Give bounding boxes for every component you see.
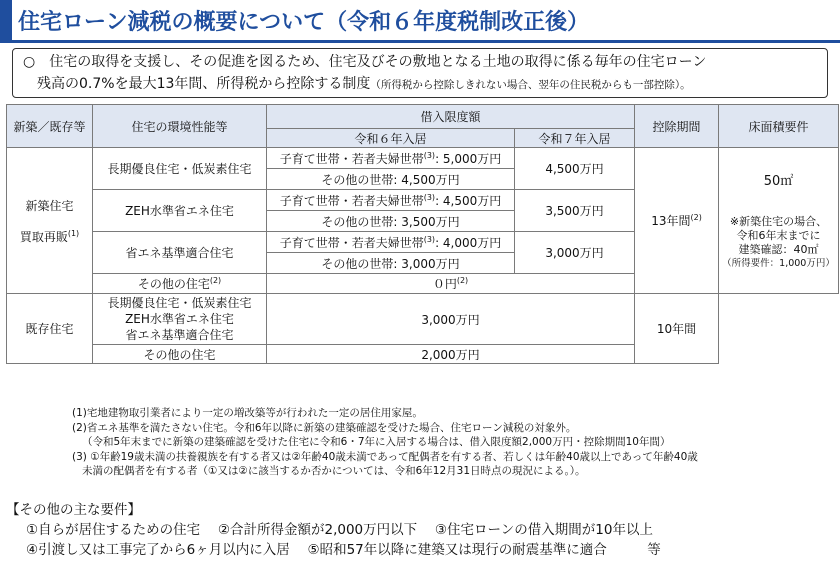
existing-other-limit: 2,000万円	[267, 345, 635, 364]
other-requirements	[6, 500, 661, 560]
loan-limit-table	[6, 104, 839, 364]
table-row	[7, 294, 839, 345]
existing-other: その他の住宅	[93, 345, 267, 364]
period-existing: 10年間	[635, 294, 719, 364]
period-new: 13年間$^{(2)}$	[635, 148, 719, 294]
footnote-2b: （令和5年末までに新築の建築確認を受けた住宅に令和6・7年に入居する場合は、借入限度額2,000万円・控除期間10年間）	[82, 436, 671, 448]
floor-note: ※新築住宅の場合、 令和6年末までに 建築確認：40㎡ （所得要件：1,000万円）	[722, 215, 835, 269]
other-requirements-line-1: ①自らが居住するための住宅 ②合計所得金額が2,000万円以下 ③住宅ローンの借入期間が10年以上	[26, 522, 653, 538]
intro-line-2	[23, 73, 819, 96]
footnote-2: (2)省エネ基準を満たさない住宅。令和6年以降に新築の建築確認を受けた場合、住宅ローン減税の対象外。	[72, 421, 577, 434]
r7-val-1: 4,500万円	[515, 148, 635, 190]
page-title: 住宅ローン減税の概要について（令和６年度税制改正後）	[18, 10, 590, 35]
header-r6: 令和６年入居	[267, 129, 515, 148]
perf-long-term: 長期優良住宅・低炭素住宅	[93, 148, 267, 190]
title-accent	[0, 0, 12, 40]
intro-line-2-note: （所得税から控除しきれない場合、翌年の住民税からも一部控除）。	[370, 79, 691, 91]
floor-main: 50㎡	[763, 174, 794, 189]
header-r7: 令和７年入居	[515, 129, 635, 148]
title-underline	[0, 40, 840, 43]
r6-child-1: 子育て世帯・若者夫婦世帯$^{(3)}$: 5,000万円	[267, 148, 515, 169]
footnote-1: (1)宅地建物取引業者により一定の増改築等が行われた一定の居住用家屋。	[72, 407, 423, 419]
header-row-1	[7, 105, 839, 129]
footnote-3b: 未満の配偶者を有する者（①又は②に該当するか否かについては、令和6年12月31日時点の現況による。）。	[82, 465, 586, 477]
existing-limit: 3,000万円	[267, 294, 635, 345]
intro-box	[12, 48, 828, 98]
perf-zeh: ZEH水準省エネ住宅	[93, 190, 267, 232]
r7-val-2: 3,500万円	[515, 190, 635, 232]
intro-line-1: ○ 住宅の取得を支援し、その促進を図るため、住宅及びその敷地となる土地の取得に係る毎年の住宅ローン	[23, 54, 707, 70]
r6-child-3: 子育て世帯・若者夫婦世帯$^{(3)}$: 4,000万円	[267, 232, 515, 253]
other-requirements-title: 【その他の主な要件】	[6, 502, 141, 518]
header-floor: 床面積要件	[719, 105, 839, 148]
intro-line-2-main: 残高の0.7%を最大13年間、所得税から控除する制度	[37, 76, 371, 92]
header-category: 新築／既存等	[7, 105, 93, 148]
perf-other-new: その他の住宅$^{(2)}$	[93, 274, 267, 294]
r6-other-2: その他の世帯: 3,500万円	[267, 211, 515, 232]
header-period: 控除期間	[635, 105, 719, 148]
new-house-label: 新築住宅 買取再販$^{(1)}$	[7, 148, 93, 294]
r6-other-1: その他の世帯: 4,500万円	[267, 169, 515, 190]
header-borrow-limit: 借入限度額	[267, 105, 635, 129]
other-requirements-line-2: ④引渡し又は工事完了から6ヶ月以内に入居 ⑤昭和57年以降に建築又は現行の耐震基準に適合 等	[26, 542, 661, 558]
table-row	[7, 148, 839, 169]
header-performance: 住宅の環境性能等	[93, 105, 267, 148]
floor-requirement	[719, 148, 839, 294]
r6-child-2: 子育て世帯・若者夫婦世帯$^{(3)}$: 4,500万円	[267, 190, 515, 211]
r7-val-3: 3,000万円	[515, 232, 635, 274]
existing-house-label: 既存住宅	[7, 294, 93, 364]
title-bar	[0, 0, 840, 40]
r6-other-3: その他の世帯: 3,000万円	[267, 253, 515, 274]
footnotes	[72, 406, 698, 479]
existing-perf: 長期優良住宅・低炭素住宅 ZEH水準省エネ住宅 省エネ基準適合住宅	[93, 294, 267, 345]
perf-energy-standard: 省エネ基準適合住宅	[93, 232, 267, 274]
zero-limit: ０円$^{(2)}$	[267, 274, 635, 294]
footnote-3: (3) ①年齢19歳未満の扶養親族を有する者又は②年齢40歳未満であって配偶者を有する者、若しくは年齢40歳以上であって年齢40歳	[72, 450, 698, 463]
